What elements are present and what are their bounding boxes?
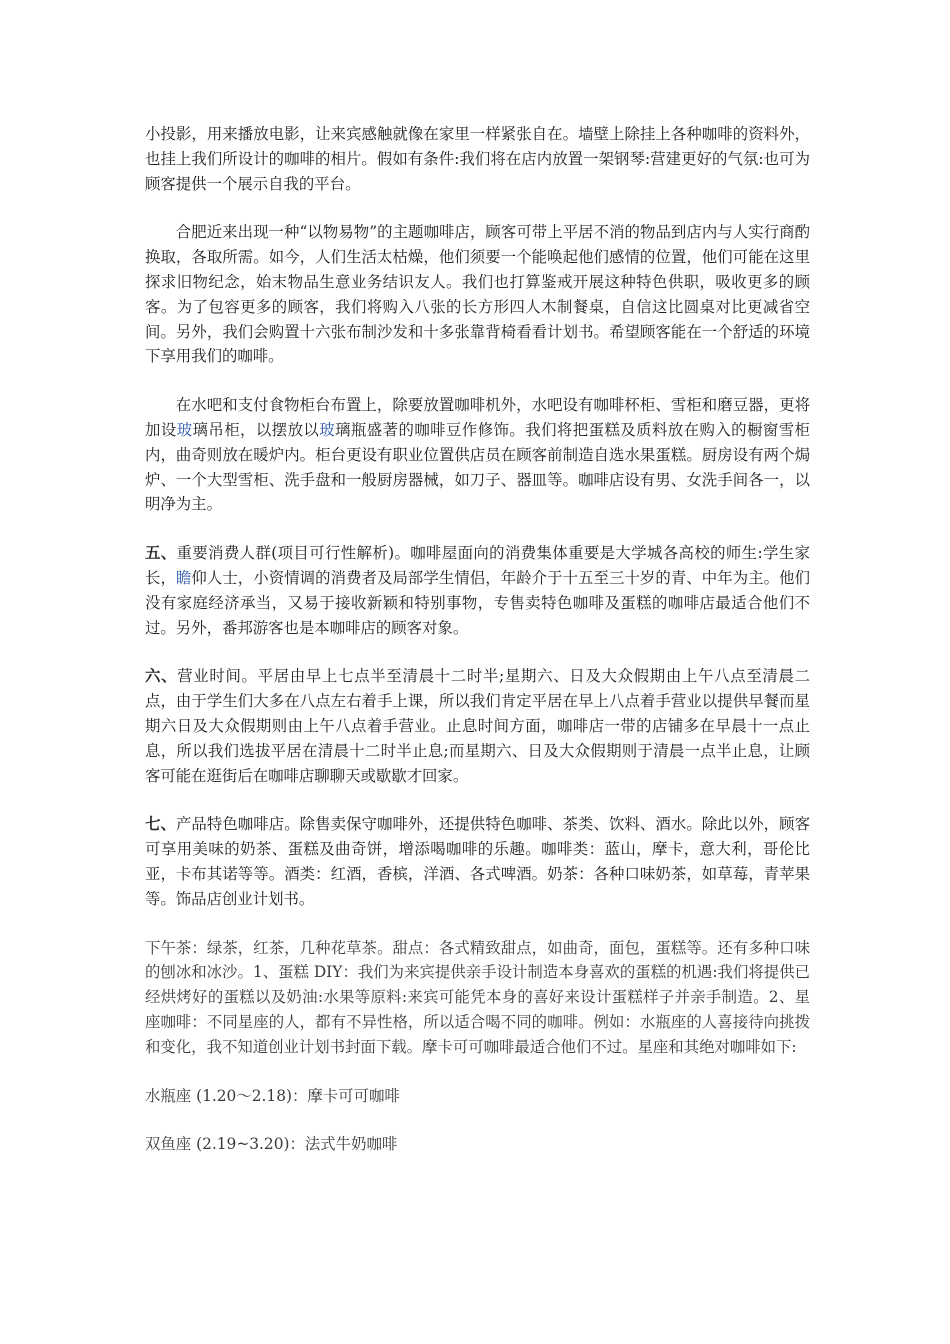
section-number: 六、 (145, 667, 178, 686)
text-run: 产品特色咖啡店。除售卖保守咖啡外，还提供特色咖啡、茶类、饮料、酒水。除此以外，顾客可享用美味的奶茶、蛋糕及曲奇饼，增添喝咖啡的乐趣。咖啡类：蓝山，摩卡，意大利，哥伦比亚，卡布其诺等等。酒类：红酒，香槟，洋酒、各式啤酒。奶茶：各种口味奶茶，如草莓，青苹果等。饰品店创业计划书。 (145, 815, 810, 908)
highlight-text: 玻 (319, 420, 336, 439)
paragraph-counter-layout (145, 393, 810, 517)
text-run: 璃吊柜，以摆放以 (192, 420, 320, 439)
paragraph-target-customers (145, 541, 810, 640)
text-run: 仰人士，小资情调的消费者及局部学生情侣，年龄介于十五至三十岁的青、中年为主。他们没有家庭经济承当，又易于接收新颖和特别事物，专售卖特色咖啡及蛋糕的咖啡店最适合他们不过。另外，番邦游客也是本咖啡店的顾客对象。 (145, 568, 810, 637)
paragraph-aquarius: 水瓶座 (1.20～2.18)：摩卡可可咖啡 (145, 1086, 400, 1105)
paragraph-products (145, 812, 810, 911)
highlight-text: 玻 (176, 420, 193, 439)
text-run: 营业时间。平居由早上七点半至清晨十二时半;星期六、日及大众假期由上午八点至清晨二点，由于学生们大多在八点左右着手上课，所以我们肯定平居在早上八点着手营业以提供早餐而星期六日及大众假期则由上午八点着手营业。止息时间方面，咖啡店一带的店铺多在早晨十一点止息，所以我们选拔平居在清晨十二时半止息;而星期六、日及大众假期则于清晨一点半止息，让顾客可能在逛街后在咖啡店聊聊天或歇歇才回家。 (145, 667, 810, 785)
section-number: 五、 (145, 544, 177, 563)
highlight-text: 瞻 (175, 568, 192, 587)
text-run: 璃瓶盛著的咖啡豆作修饰。我们将把蛋糕及质料放在购入的橱窗雪柜内，曲奇则放在暖炉内。柜台更设有职业位置供店员在顾客前制造自选水果蛋糕。厨房设有两个焗炉、一个大型雪柜、洗手盘和一般厨房器械，如刀子、器皿等。咖啡店设有男、女洗手间各一，以明净为主。 (145, 420, 810, 514)
text-run: 重要消费人群(项目可行性解析)。咖啡屋面向的消费集体重要是大学城各高校的师生:学生家长， (145, 544, 810, 587)
paragraph-decor: 小投影，用来播放电影，让来宾感触就像在家里一样紧张自在。墙壁上除挂上各种咖啡的资料外，也挂上我们所设计的咖啡的相片。假如有条件:我们将在店内放置一架钢琴:营建更好的气氛:也可为顾客提供一个展示自我的平台。 (145, 125, 810, 193)
paragraph-business-hours (145, 664, 810, 788)
paragraph-afternoon-tea: 下午茶：绿茶，红茶，几种花草茶。甜点：各式精致甜点，如曲奇，面包，蛋糕等。还有多种口味的刨冰和冰沙。1、蛋糕 DIY：我们为来宾提供亲手设计制造本身喜欢的蛋糕的机遇:我们将提供已经烘烤好的蛋糕以及奶油:水果等原料:来宾可能凭本身的喜好来设计蛋糕样子并亲手制造。2、星座咖啡：不同星座的人，都有不异性格，所以适合喝不同的咖啡。例如：水瓶座的人喜接待向挑拨和变化，我不知道创业计划书封面下载。摩卡可可咖啡最适合他们不过。星座和其绝对咖啡如下: (145, 938, 810, 1056)
text-run: 在水吧和支付食物柜台布置上，除要放置咖啡机外，水吧设有咖啡杯柜、雪柜和磨豆器，更将加设 (145, 396, 810, 439)
section-number: 七、 (145, 815, 176, 834)
paragraph-barter-cafe: 合肥近来出现一种“以物易物”的主题咖啡店，顾客可带上平居不消的物品到店内与人实行商酌换取，各取所需。如今，人们生活太枯燥，他们须要一个能唤起他们感情的位置，他们可能在这里探求旧物纪念，始末物品生意业务结识友人。我们也打算鉴戒开展这种特色供职，吸收更多的顾客。为了包容更多的顾客，我们将购入八张的长方形四人木制餐桌，自信这比圆桌对比更减省空间。另外，我们会购置十六张布制沙发和十多张靠背椅看看计划书。希望顾客能在一个舒适的环境下享用我们的咖啡。 (145, 223, 810, 366)
document-body (145, 122, 810, 1181)
paragraph-pisces: 双鱼座 (2.19~3.20)：法式牛奶咖啡 (145, 1135, 398, 1154)
